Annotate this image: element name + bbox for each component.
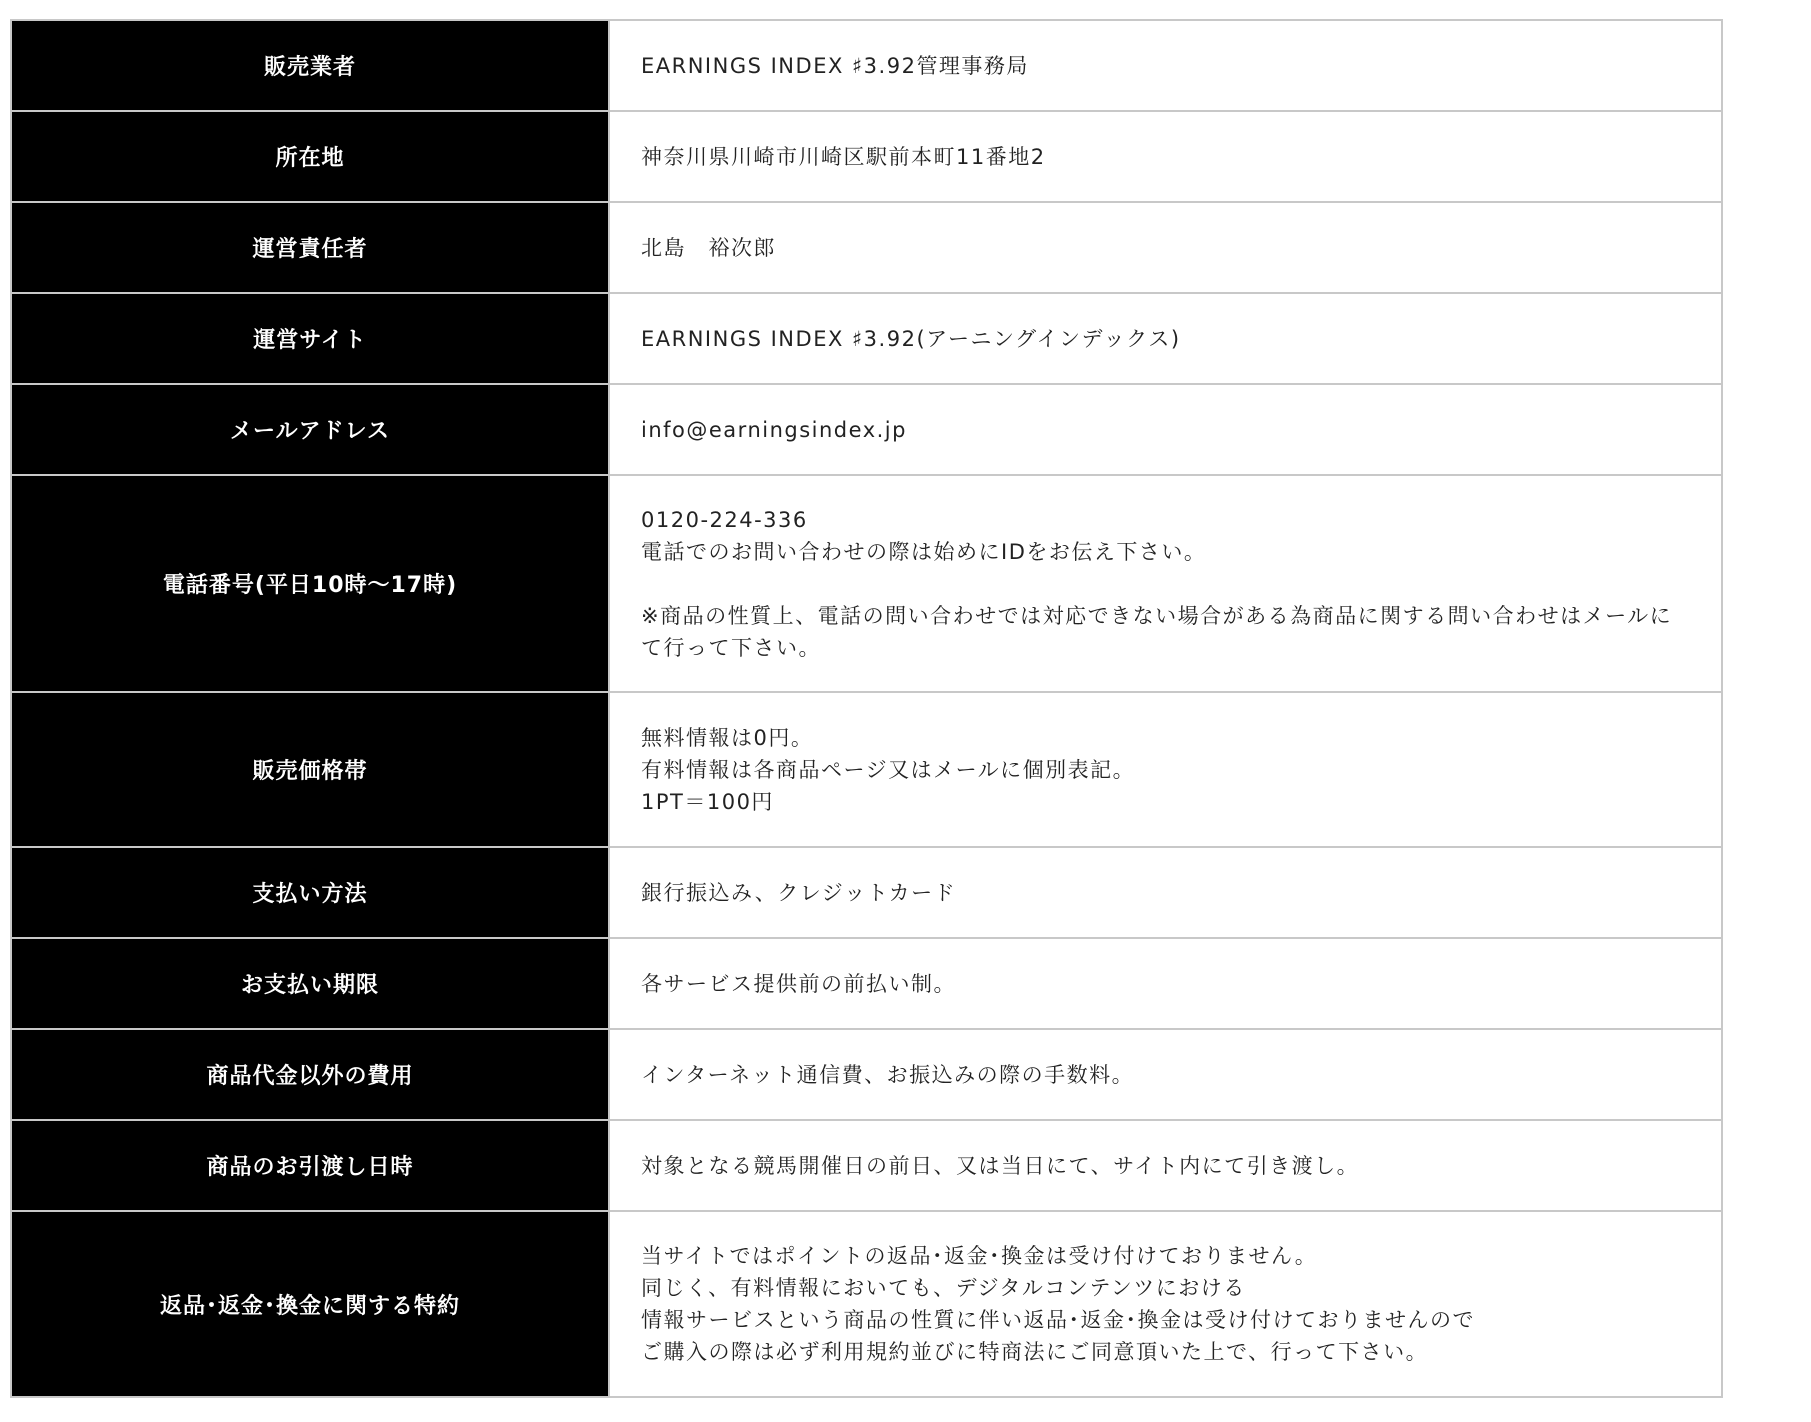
row-label-manager: 運営責任者 <box>11 202 609 293</box>
row-label-phone: 電話番号(平日10時～17時) <box>11 475 609 692</box>
table-row <box>11 111 1722 202</box>
table-row <box>11 847 1722 938</box>
row-value-delivery-time: 対象となる競馬開催日の前日、又は当日にて、サイト内にて引き渡し。 <box>609 1120 1722 1211</box>
row-label-refund-policy: 返品･返金･換金に関する特約 <box>11 1211 609 1397</box>
row-label-seller: 販売業者 <box>11 20 609 111</box>
table-row <box>11 202 1722 293</box>
row-label-payment-deadline: お支払い期限 <box>11 938 609 1029</box>
row-value-price-range: 無料情報は0円。 有料情報は各商品ページ又はメールに個別表記。 1PT＝100円 <box>609 692 1722 847</box>
legal-notice-table <box>10 19 1723 1398</box>
table-row <box>11 384 1722 475</box>
row-label-payment-method: 支払い方法 <box>11 847 609 938</box>
table-row <box>11 1120 1722 1211</box>
row-label-site: 運営サイト <box>11 293 609 384</box>
row-label-address: 所在地 <box>11 111 609 202</box>
row-value-payment-deadline: 各サービス提供前の前払い制。 <box>609 938 1722 1029</box>
row-value-seller: EARNINGS INDEX ♯3.92管理事務局 <box>609 20 1722 111</box>
table-row <box>11 692 1722 847</box>
row-value-phone: 0120-224-336 電話でのお問い合わせの際は始めにIDをお伝え下さい。 ※商品の性質上、電話の問い合わせでは対応できない場合がある為商品に関する問い合わせはメールにて行って下さい。 <box>609 475 1722 692</box>
row-label-delivery-time: 商品のお引渡し日時 <box>11 1120 609 1211</box>
row-label-price-range: 販売価格帯 <box>11 692 609 847</box>
row-value-manager: 北島 裕次郎 <box>609 202 1722 293</box>
table-row <box>11 1029 1722 1120</box>
row-label-email: メールアドレス <box>11 384 609 475</box>
row-value-refund-policy: 当サイトではポイントの返品･返金･換金は受け付けておりません。 同じく、有料情報においても、デジタルコンテンツにおける 情報サービスという商品の性質に伴い返品･返金･換金は受け付けておりませんので ご購入の際は必ず利用規約並びに特商法にご同意頂いた上で、行って下さい。 <box>609 1211 1722 1397</box>
table-row <box>11 293 1722 384</box>
table-row <box>11 20 1722 111</box>
row-value-site: EARNINGS INDEX ♯3.92(アーニングインデックス) <box>609 293 1722 384</box>
table-row <box>11 475 1722 692</box>
row-value-address: 神奈川県川崎市川崎区駅前本町11番地2 <box>609 111 1722 202</box>
table-row <box>11 1211 1722 1397</box>
table-row <box>11 938 1722 1029</box>
row-label-other-costs: 商品代金以外の費用 <box>11 1029 609 1120</box>
row-value-other-costs: インターネット通信費、お振込みの際の手数料。 <box>609 1029 1722 1120</box>
row-value-email: info@earningsindex.jp <box>609 384 1722 475</box>
row-value-payment-method: 銀行振込み、クレジットカード <box>609 847 1722 938</box>
